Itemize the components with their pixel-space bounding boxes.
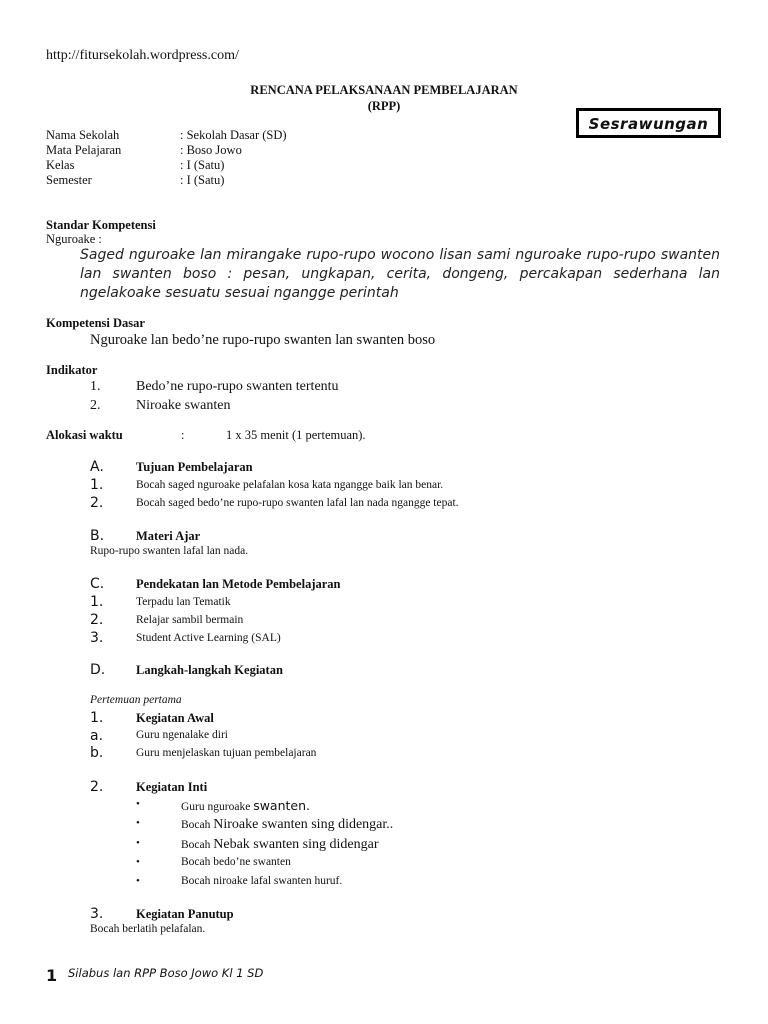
list-item: Guru ngenalake diri (136, 729, 228, 741)
list-item: Student Active Learning (SAL) (136, 632, 281, 644)
info-value: : Sekolah Dasar (SD) (180, 128, 287, 142)
list-item: Relajar sambil bermain (136, 614, 244, 626)
list-number: 3. (90, 906, 104, 922)
info-label: Nama Sekolah (46, 128, 120, 142)
section-c-heading: Pendekatan lan Metode Pembelajaran (136, 577, 341, 591)
list-number: 2. (90, 495, 104, 511)
alokasi-colon: : (181, 428, 185, 442)
alokasi-value: 1 x 35 menit (1 pertemuan). (226, 428, 366, 442)
document-subtitle: (RPP) (367, 99, 401, 113)
list-item: Bocah Niroake swanten sing didengar.. (181, 817, 394, 832)
list-item: Terpadu lan Tematik (136, 596, 231, 608)
kompetensi-text: Nguroake lan bedo’ne rupo-rupo swanten lan swanten boso (90, 332, 436, 348)
list-marker: a. (90, 728, 104, 744)
list-item: Bocah bedo’ne swanten (181, 856, 291, 868)
standar-text: Saged nguroake lan mirangake rupo-rupo wocono lisan sami nguroake rupo-rupo swanten lan swanten boso : pesan, ungkapan, cerita, dongeng, percakapan sederhana lan ngelakoake sesuatu sesuai ngangge perintah (80, 247, 720, 301)
meeting-label: Pertemuan pertama (90, 694, 182, 706)
bullet-icon: • (136, 875, 140, 887)
bullet-icon: • (136, 817, 140, 829)
section-a-heading: Tujuan Pembelajaran (136, 460, 253, 474)
section-letter: B. (90, 528, 105, 544)
bullet-icon: • (136, 837, 140, 849)
section-b-heading: Materi Ajar (136, 529, 201, 543)
list-item: Bocah saged nguroake pelafalan kosa kata ngangge baik lan benar. (136, 479, 444, 491)
source-url: http://fitursekolah.wordpress.com/ (46, 48, 239, 63)
section-letter: A. (90, 459, 104, 475)
info-label: Kelas (46, 158, 75, 172)
info-value: : Boso Jowo (180, 143, 242, 157)
indikator-item: Niroake swanten (136, 398, 231, 413)
indikator-number: 1. (90, 379, 101, 394)
footer-text: Silabus lan RPP Boso Jowo Kl 1 SD (68, 966, 264, 980)
indikator-number: 2. (90, 398, 101, 413)
list-number: 2. (90, 779, 104, 795)
alokasi-label: Alokasi waktu (46, 428, 123, 442)
list-number: 1. (90, 710, 104, 726)
section-d-heading: Langkah-langkah Kegiatan (136, 663, 283, 677)
bullet-icon: • (136, 856, 140, 868)
bullet-icon: • (136, 798, 140, 810)
info-value: : I (Satu) (180, 173, 225, 187)
list-item: Bocah Nebak swanten sing didengar (181, 837, 379, 852)
kegiatan-penutup-heading: Kegiatan Panutup (136, 907, 234, 921)
list-number: 3. (90, 630, 104, 646)
kegiatan-awal-heading: Kegiatan Awal (136, 711, 214, 725)
penutup-text: Bocah berlatih pelafalan. (90, 923, 206, 935)
document-title: RENCANA PELAKSANAAN PEMBELAJARAN (250, 83, 518, 97)
list-item: Bocah niroake lafal swanten huruf. (181, 875, 343, 887)
indikator-heading: Indikator (46, 363, 98, 377)
list-item: Bocah saged bedo’ne rupo-rupo swanten lafal lan nada ngangge tepat. (136, 497, 459, 509)
info-label: Mata Pelajaran (46, 143, 122, 157)
section-letter: D. (90, 662, 106, 678)
kompetensi-heading: Kompetensi Dasar (46, 316, 145, 330)
list-number: 2. (90, 612, 104, 628)
theme-stamp-text: Sesrawungan (588, 115, 709, 133)
list-number: 1. (90, 594, 104, 610)
standar-lead: Nguroake : (46, 232, 102, 246)
info-label: Semester (46, 173, 92, 187)
section-b-text: Rupo-rupo swanten lafal lan nada. (90, 545, 249, 557)
list-item: Guru menjelaskan tujuan pembelajaran (136, 747, 317, 759)
section-letter: C. (90, 576, 105, 592)
page-number: 1 (46, 966, 58, 985)
indikator-item: Bedo’ne rupo-rupo swanten tertentu (136, 379, 339, 394)
kegiatan-inti-heading: Kegiatan Inti (136, 780, 208, 794)
standar-heading: Standar Kompetensi (46, 218, 156, 232)
list-item: Guru nguroake swanten. (181, 798, 310, 813)
list-number: 1. (90, 477, 104, 493)
theme-stamp (576, 108, 721, 138)
list-marker: b. (90, 745, 104, 761)
info-value: : I (Satu) (180, 158, 225, 172)
